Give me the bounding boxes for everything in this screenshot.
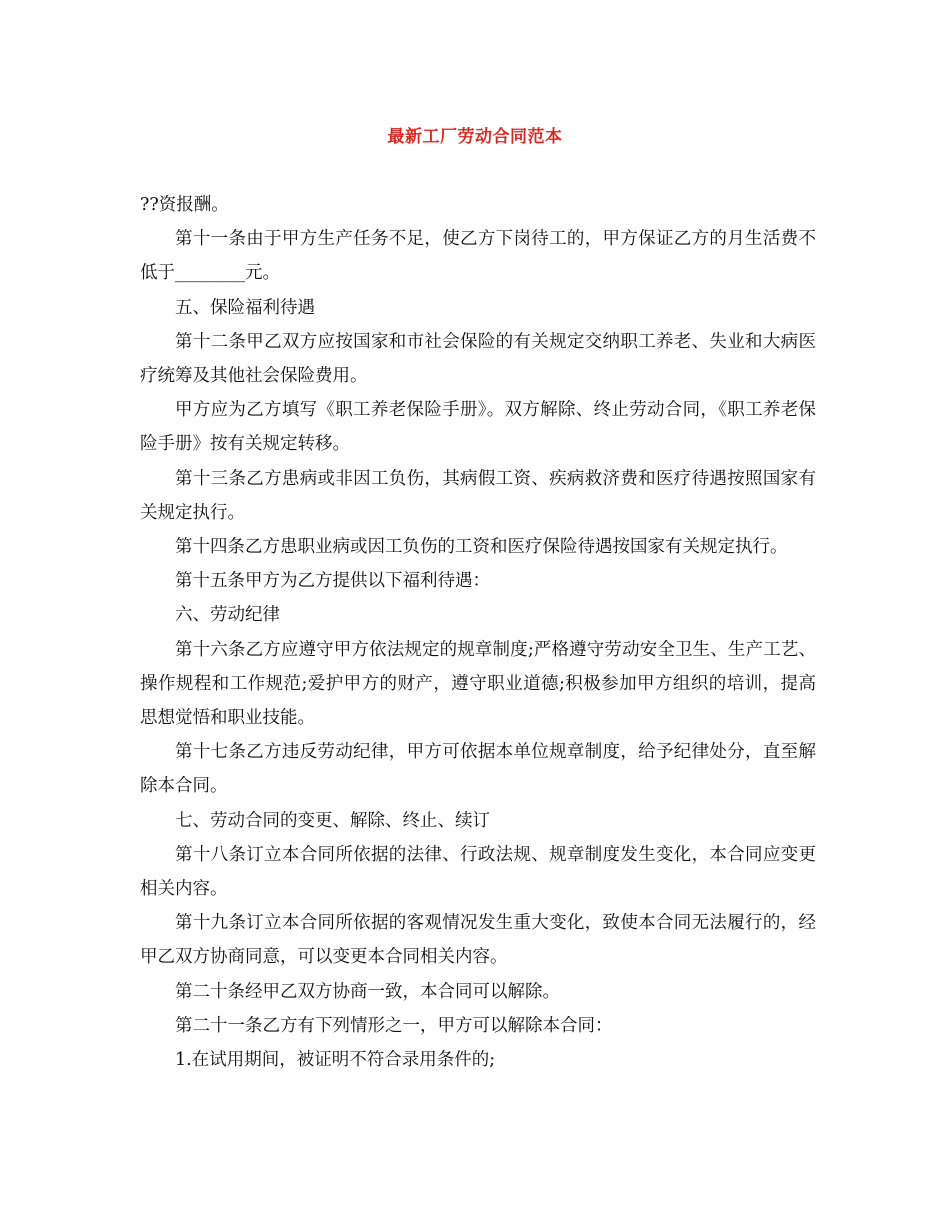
paragraph-article-12: 第十二条甲乙双方应按国家和市社会保险的有关规定交纳职工养老、失业和大病医疗统筹及其他社会保险费用。: [140, 331, 816, 387]
section-heading-labor-discipline: 六、劳动纪律: [175, 605, 280, 626]
paragraph-article-16: 第十六条乙方应遵守甲方依法规定的规章制度;严格遵守劳动安全卫生、生产工艺、操作规程和工作规范;爱护甲方的财产，遵守职业道德;积极参加甲方组织的培训，提高思想觉悟和职业技能。: [140, 639, 816, 729]
paragraph-pension-handbook: 甲方应为乙方填写《职工养老保险手册》。双方解除、终止劳动合同，《职工养老保险手册》按有关规定转移。: [140, 400, 816, 455]
paragraph-article-20: 第二十条经甲乙双方协商一致，本合同可以解除。: [175, 981, 560, 1002]
section-heading-contract-changes: 七、劳动合同的变更、解除、终止、续订: [175, 810, 490, 831]
document-title: 最新工厂劳动合同范本: [387, 127, 563, 147]
paragraph-article-13: 第十三条乙方患病或非因工负伤，其病假工资、疾病救济费和医疗待遇按照国家有关规定执行。: [140, 468, 816, 523]
paragraph-article-15: 第十五条甲方为乙方提供以下福利待遇：: [175, 571, 490, 592]
document-body: [140, 188, 816, 1077]
section-heading-insurance-benefits: 五、保险福利待遇: [175, 297, 315, 318]
paragraph-article-11: 第十一条由于甲方生产任务不足，使乙方下岗待工的，甲方保证乙方的月生活费不低于________元。: [140, 229, 816, 284]
paragraph-article-14: 第十四条乙方患职业病或因工负伤的工资和医疗保险待遇按国家有关规定执行。: [175, 537, 788, 558]
paragraph-item-1: 1.在试用期间，被证明不符合录用条件的;: [175, 1050, 496, 1071]
paragraph-article-17: 第十七条乙方违反劳动纪律，甲方可依据本单位规章制度，给予纪律处分，直至解除本合同。: [140, 742, 816, 797]
paragraph-article-18: 第十八条订立本合同所依据的法律、行政法规、规章制度发生变化，本合同应变更相关内容。: [140, 844, 816, 900]
paragraph-article-21: 第二十一条乙方有下列情形之一，甲方可以解除本合同：: [175, 1015, 613, 1036]
paragraph-article-19: 第十九条订立本合同所依据的客观情况发生重大变化，致使本合同无法履行的，经甲乙双方协商同意，可以变更本合同相关内容。: [140, 913, 816, 968]
paragraph-continuation: ??资报酬。: [140, 195, 229, 215]
